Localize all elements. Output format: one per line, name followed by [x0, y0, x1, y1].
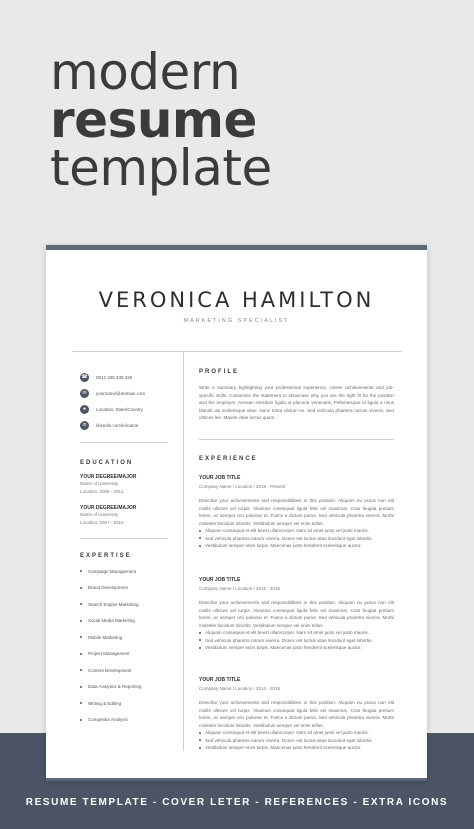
job-bullet: Vestibulum semper enim turpis. Maecenas justo hendrerit scelerisque auctor.: [205, 745, 362, 751]
hero-title: [50, 43, 272, 197]
job-meta: Company Name / Location / 2015 - 2016: [199, 586, 281, 591]
job-bullet: Aliquam consequat et elit beest ullamcorper. Nam sit amet justo vel justo mauris.: [205, 630, 369, 636]
bullet-icon: [199, 632, 201, 634]
list-item: [199, 729, 394, 737]
contact-linkedin: [80, 417, 184, 433]
degree-title: YOUR DEGREE/MAJOR: [80, 505, 137, 511]
bullet-icon: [80, 570, 82, 572]
list-item: [80, 695, 184, 712]
bullet-icon: [199, 537, 201, 539]
expertise-title: EXPERTISE: [80, 553, 132, 559]
list-item: [80, 646, 184, 663]
list-item: [199, 744, 394, 752]
job-bullet: Aliquam consequat et elit beest ullamcorper. Nam sit amet justo vel justo mauris.: [205, 730, 369, 736]
job-title: YOUR JOB TITLE: [199, 475, 241, 481]
skill-text: Competitor Analysis: [88, 717, 128, 723]
bullet-icon: [199, 639, 201, 641]
bullet-icon: [199, 647, 201, 649]
location-icon: ●: [80, 405, 89, 414]
job-bullet: Sed vehicula pharetra rutrum viverra. Donec est luctus vitae tincidunt eget lobortis.: [205, 737, 373, 743]
list-item: [80, 580, 184, 597]
school-location: Location, 2007 - 2010: [80, 519, 124, 525]
contact-phone: [80, 369, 184, 385]
bullet-icon: [199, 747, 201, 749]
bullet-icon: [199, 530, 201, 532]
hero-line-resume: resume: [50, 91, 257, 149]
sheet-bottom-bar: [46, 778, 427, 781]
email-icon: ✉: [80, 389, 89, 398]
job-title: YOUR JOB TITLE: [199, 577, 241, 583]
linkedin-icon: in: [80, 421, 89, 430]
list-item: [199, 542, 394, 550]
hero-line-modern: modern: [50, 43, 241, 101]
list-item: [80, 613, 184, 630]
job-description: Describe your achievements and responsibilities in this position. Aliquam eu purus non elit mollis ultrices vel turpis. Vivamus consequat ligula felis vel maximus. Cras feugiat pretium lorem, ac semper orci pulvinar et. Fusce a dictum purus. Sed vehicula pharetra viverra. Morbi molestie tincidunt lobortis. Vestibulum semper vel enim tellus.: [199, 498, 394, 526]
profile-title: PROFILE: [199, 369, 240, 375]
profile-divider: [199, 439, 394, 440]
header-divider: [72, 351, 402, 352]
contact-list: [80, 369, 184, 433]
bullet-icon: [80, 719, 82, 721]
bullet-icon: [80, 702, 82, 704]
footer-caption: RESUME TEMPLATE - COVER LETER - REFERENCES - EXTRA ICONS: [25, 797, 449, 808]
job-description: Describe your achievements and responsibilities in this position. Aliquam eu purus non elit mollis ultrices vel turpis. Vivamus consequat ligula felis vel maximus. Cras feugiat pretium lorem, ac semper orci pulvinar et. Fusce a dictum purus. Sed vehicula pharetra viverra. Morbi molestie tincidunt lobortis. Vestibulum semper vel enim tellus.: [199, 600, 394, 628]
contact-email: [80, 385, 184, 401]
contact-location: [80, 401, 184, 417]
bullet-icon: [80, 587, 82, 589]
list-item: [199, 535, 394, 543]
job-meta: Company Name / Location / 2014 - 2015: [199, 686, 281, 691]
skill-text: Search Engine Marketing: [88, 601, 139, 607]
left-column: [80, 369, 184, 728]
education-divider: [80, 538, 168, 539]
bullet-icon: [80, 686, 82, 688]
bullet-icon: [80, 620, 82, 622]
experience-title: EXPERIENCE: [199, 455, 258, 462]
degree-title: YOUR DEGREE/MAJOR: [80, 474, 137, 480]
skill-text: Content Development: [88, 667, 132, 673]
list-item: [199, 527, 394, 535]
skill-text: Social Media Marketing: [88, 618, 135, 624]
job-bullet: Aliquam consequat et elit beest ullamcorper. Nam sit amet justo vel justo mauris.: [205, 528, 369, 534]
job-entry: [199, 577, 394, 652]
contact-linkedin-text: linkedin.com/in/name: [96, 422, 139, 428]
expertise-section: [80, 553, 184, 728]
education-title: EDUCATION: [80, 460, 134, 466]
skill-text: Mobile Marketing: [88, 634, 123, 640]
resume-sheet: [46, 245, 427, 781]
skill-text: Project Management: [88, 651, 130, 657]
profile-text: Write a summary highlighting your professional experience, career achievements and job-specific skills. Customize the statement to showcase why you are the right fit for the position and the employer. Aenean interdum ligula ut placerat venenatis. Pellentesque id ligula a risus blandit dui scelerisque vitae. Nunc tortor dictum ex. Sed vehicula pharetra rutrum viverra. Sed ultrices leo. Mauris vitae lectus quam.: [199, 385, 394, 420]
hero-line-template: template: [50, 139, 272, 197]
list-item: [199, 737, 394, 745]
skill-text: Writing & Editing: [88, 700, 122, 706]
job-title: YOUR JOB TITLE: [199, 677, 241, 683]
skill-text: Data Analytics & Reporting: [88, 684, 142, 690]
right-column: [199, 369, 394, 751]
job-description: Describe your achievements and responsibilities in this position. Aliquam eu purus non elit mollis ultrices vel turpis. Vivamus consequat ligula felis vel maximus. Cras feugiat pretium lorem, ac semper orci pulvinar et. Fusce a dictum purus. Sed vehicula pharetra viverra. Morbi molestie tincidunt lobortis. Vestibulum semper vel enim tellus.: [199, 700, 394, 728]
education-entry: [80, 474, 184, 495]
list-item: [80, 629, 184, 646]
contact-divider: [80, 442, 168, 443]
bullet-icon: [80, 636, 82, 638]
list-item: [80, 679, 184, 696]
job-bullet: Sed vehicula pharetra rutrum viverra. Donec est luctus vitae tincidunt eget lobortis.: [205, 535, 373, 541]
skill-text: Campaign Management: [88, 568, 137, 574]
list-item: [80, 662, 184, 679]
list-item: [199, 637, 394, 645]
job-bullet: Vestibulum semper enim turpis. Maecenas justo hendrerit scelerisque auctor.: [205, 543, 362, 549]
list-item: [199, 629, 394, 637]
list-item: [80, 596, 184, 613]
education-entry: [80, 505, 184, 526]
school-name: Name of University: [80, 512, 119, 517]
resume-name: VERONICA HAMILTON: [98, 288, 375, 312]
list-item: [199, 644, 394, 652]
expertise-list: [80, 563, 184, 728]
profile-section: [199, 369, 394, 422]
list-item: [80, 563, 184, 580]
job-bullet: Sed vehicula pharetra rutrum viverra. Donec est luctus vitae tincidunt eget lobortis.: [205, 637, 373, 643]
skill-text: Brand Development: [88, 585, 128, 591]
bullet-icon: [80, 653, 82, 655]
job-meta: Company Name / Location / 2016 - Present: [199, 484, 286, 489]
job-bullet: Vestibulum semper enim turpis. Maecenas justo hendrerit scelerisque auctor.: [205, 645, 362, 651]
bullet-icon: [80, 603, 82, 605]
contact-email-text: yourname@domain.com: [96, 390, 146, 396]
sheet-top-bar: [46, 245, 427, 250]
list-item: [80, 712, 184, 729]
bullet-icon: [80, 669, 82, 671]
bullet-icon: [199, 732, 201, 734]
school-name: Name of University: [80, 481, 119, 486]
bullet-icon: [199, 545, 201, 547]
phone-icon: ☎: [81, 374, 88, 380]
contact-location-text: Location, State/Country: [96, 406, 144, 412]
education-section: [80, 460, 184, 526]
job-entry: [199, 475, 394, 550]
bullet-icon: [199, 739, 201, 741]
job-entry: [199, 677, 394, 752]
contact-phone-text: 0012 345 345 345: [96, 374, 133, 380]
school-location: Location, 2008 - 2012: [80, 488, 124, 494]
resume-role: MARKETING SPECIALIST: [183, 318, 290, 324]
